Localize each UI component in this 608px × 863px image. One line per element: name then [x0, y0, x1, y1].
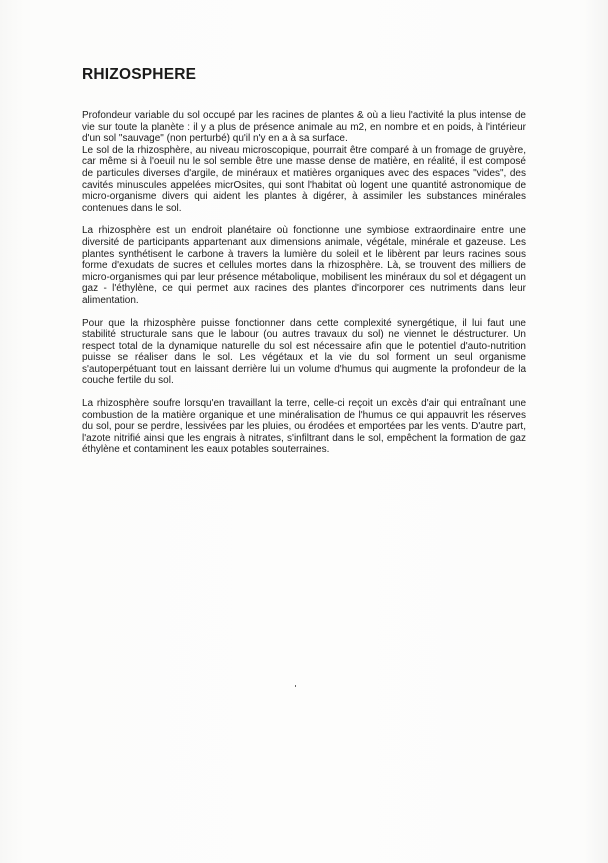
paragraph-microscopic: Le sol de la rhizosphère, au niveau microscopique, pourrait être comparé à un fromage de gruyère, car même si à l'oeuil nu le sol semble être une masse dense de matière, en réalité, il est composé de particules diverses d'argile, de minéraux et matières organiques avec des espaces "vides", des cavités minuscules appelées micrOsites, qui sont l'habitat où logent une quantité astronomique de micro-organisme divers qui aident les plantes à digérer, à assimiler les substances minérales contenues dans le sol. [82, 144, 526, 214]
paragraph-symbiosis: La rhizosphère est un endroit planétaire où fonctionne une symbiose extraordinaire entre une diversité de participants appartenant aux dimensions animale, végétale, minérale et gazeuse. Les plantes synthétisent le carbone à travers la lumière du soleil et le libèrent par leurs racines sous forme d'exudats de sucres et cellules mortes dans la rhizosphère. Là, se trouvent des milliers de micro-organismes qui par leur présence métabolique, mobilisent les minéraux du sol et dégagent un gaz - l'éthylène, ce qui permet aux racines des plantes d'incorporer ces nutriments dans leur alimentation. [82, 225, 526, 306]
page-title: RHIZOSPHERE [82, 66, 197, 83]
paragraph-stability: Pour que la rhizosphère puisse fonctionner dans cette complexité synergétique, il lui faut une stabilité structurale sans que le labour (ou autres travaux du sol) ne viennet le déstructurer. Un respect total de la dynamique naturelle du sol est nécessaire afin que le potentiel d'auto-nutrition puisse se réaliser dans le sol. Les végétaux et la vie du sol forment un seul organisme s'autoperpétuant tout en laissant derrière lui un volume d'humus qui augmente la profondeur de la couche fertile du sol. [82, 317, 526, 387]
paper-speck [295, 685, 296, 687]
document-body [82, 110, 526, 456]
paragraph-intro: Profondeur variable du sol occupé par les racines de plantes & où a lieu l'activité la plus intense de vie sur toute la planète : il y a plus de présence animale au m2, en nombre et en poids, à l'intérieur d'un sol "sauvage" (non perturbé) qu'il n'y en a à sa surface. [82, 110, 526, 145]
paragraph-suffering: La rhizosphère soufre lorsqu'en travaillant la terre, celle-ci reçoit un excès d'air qui entraînant une combustion de la matière organique et une minéralisation de l'humus ce qui appauvrit les réserves du sol, pour se perdre, lessivées par les pluies, ou érodées et emportées par les vents. D'autre part, l'azote nitrifié ainsi que les engrais à nitrates, s'infiltrant dans le sol, empêchent la formation de gaz éthylène et contaminent les eaux potables souterraines. [82, 398, 526, 456]
